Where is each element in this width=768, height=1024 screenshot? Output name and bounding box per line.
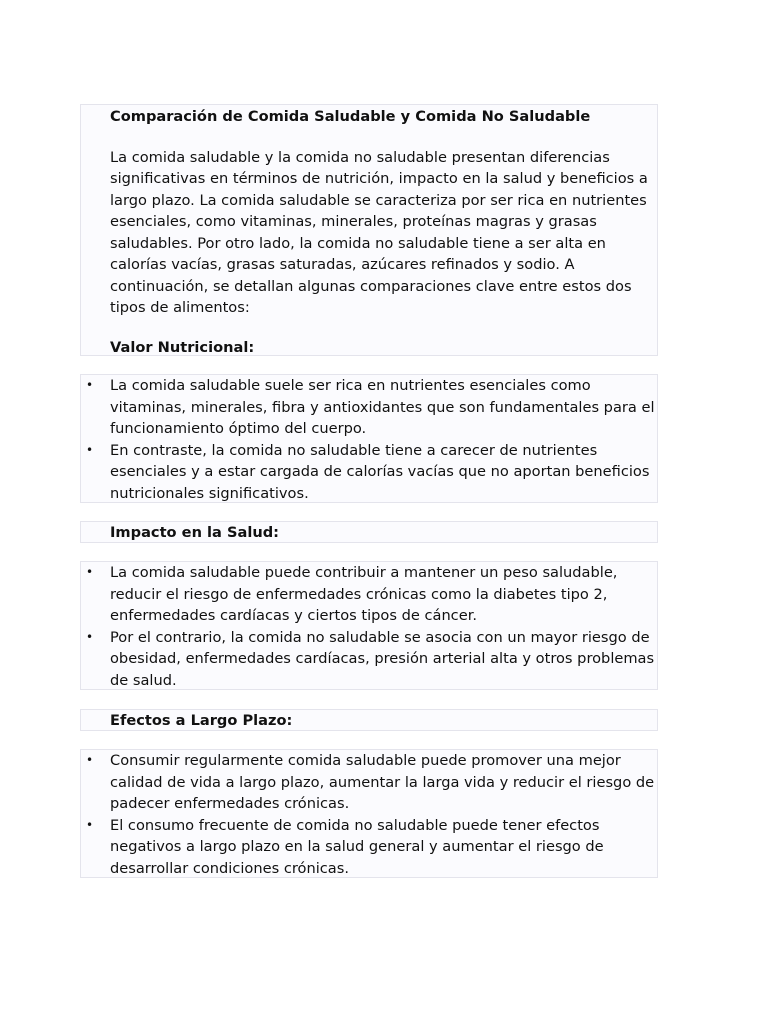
list-item-text: En contraste, la comida no saludable tiene a carecer de nutrientes esenciales y a estar cargada de calorías vacías que no aportan beneficios nutricionales significativos. — [110, 441, 650, 502]
list-item — [86, 440, 658, 505]
bullet-icon: • — [86, 378, 94, 392]
list-item — [86, 375, 658, 440]
bullet-icon: • — [86, 629, 94, 644]
list-item — [86, 627, 658, 692]
bullet-icon: • — [86, 817, 94, 832]
bullet-icon: • — [86, 753, 94, 767]
list-item-text: Por el contrario, la comida no saludable se asocia con un mayor riesgo de obesidad, enfermedades cardíacas, presión arterial alta y otros problemas de salud. — [110, 628, 655, 689]
heading-block-impacto — [80, 521, 658, 543]
heading-block-efectos — [80, 709, 658, 731]
bullet-list — [86, 562, 657, 691]
list-item-text: El consumo frecuente de comida no saludable puede tener efectos negativos a largo plazo en la salud general y aumentar el riesgo de desarrollar condiciones crónicas. — [110, 816, 604, 877]
list-item-text: La comida saludable puede contribuir a mantener un peso saludable, reducir el riesgo de enfermedades crónicas como la diabetes tipo 2, enfermedades cardíacas y ciertos tipos de cáncer. — [110, 564, 618, 624]
intro-block — [80, 104, 658, 356]
section-heading-valor-nutricional: Valor Nutricional: — [110, 338, 255, 356]
bullet-icon: • — [86, 442, 94, 457]
bullet-icon: • — [86, 565, 94, 579]
list-item — [86, 750, 658, 815]
bullet-list — [86, 750, 657, 879]
section-heading-efectos-largo-plazo: Efectos a Largo Plazo: — [110, 712, 293, 729]
list-block-efectos — [80, 749, 658, 878]
document-title: Comparación de Comida Saludable y Comida No Saludable — [110, 108, 591, 125]
bullet-list — [86, 375, 657, 504]
list-item — [86, 815, 658, 880]
section-heading-impacto-salud: Impacto en la Salud: — [110, 524, 279, 541]
list-block-impacto — [80, 561, 658, 690]
list-item-text: Consumir regularmente comida saludable puede promover una mejor calidad de vida a largo plazo, aumentar la larga vida y reducir el riesgo de padecer enfermedades crónicas. — [110, 752, 655, 812]
list-block-valor-nutricional — [80, 374, 658, 503]
list-item — [86, 562, 658, 627]
list-item-text: La comida saludable suele ser rica en nutrientes esenciales como vitaminas, minerales, fibra y antioxidantes que son fundamentales para el funcionamiento óptimo del cuerpo. — [110, 377, 655, 437]
intro-paragraph: La comida saludable y la comida no saludable presentan diferencias significativas en términos de nutrición, impacto en la salud y beneficios a largo plazo. La comida saludable se caracteriza por ser rica en nutrientes esenciales, como vitaminas, minerales, proteínas magras y grasas saludables. Por otro lado, la comida no saludable tiene a ser alta en calorías vacías, grasas saturadas, azúcares refinados y sodio. A continuación, se detallan algunas comparaciones clave entre estos dos tipos de alimentos: — [110, 148, 648, 316]
